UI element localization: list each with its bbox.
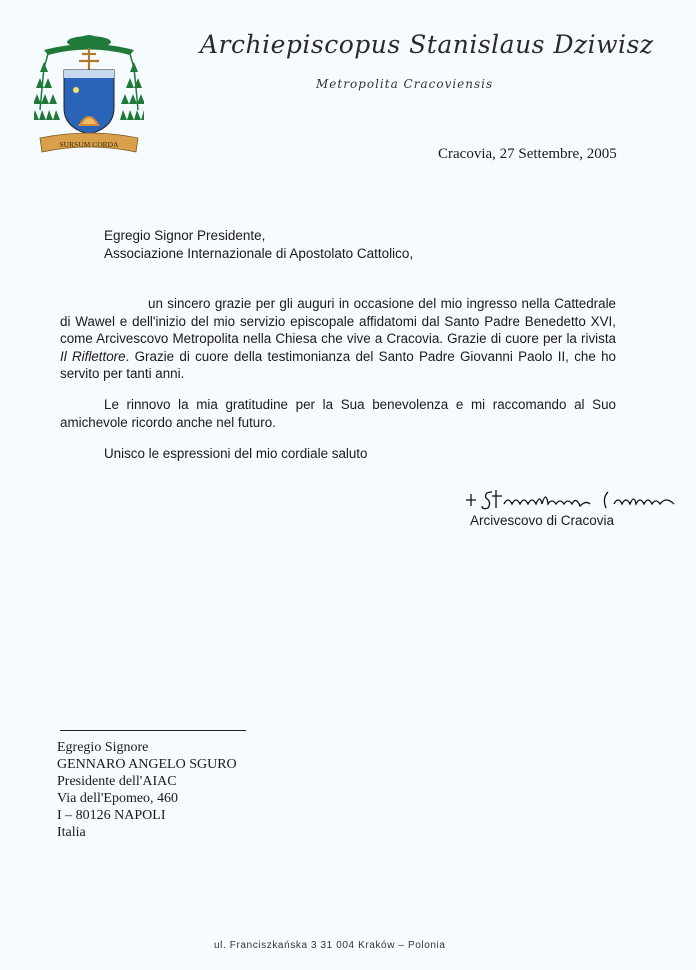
body-paragraph-2: Le rinnovo la mia gratitudine per la Sua benevolenza e mi raccomando al Suo amichevole ricordo anche nel futuro. <box>60 397 616 430</box>
address-line: Italia <box>57 825 86 840</box>
motto-text: SURSUM CORDA <box>59 140 119 149</box>
coat-of-arms <box>34 28 144 160</box>
tassels-left <box>34 62 60 120</box>
body-paragraph-1-end: . Grazie di cuore della testimonianza del Santo Padre Giovanni Paolo II, che ho servito per tanti anni. <box>60 348 616 381</box>
letterhead-title: Archiepiscopus Stanislaus Dziwisz <box>200 30 654 59</box>
address-line: Via dell'Epomeo, 460 <box>57 791 179 806</box>
footer-address: ul. Franciszkańska 3 31 004 Kraków – Polonia <box>214 940 446 951</box>
closing-line: Unisco le espressioni del mio cordiale saluto <box>104 446 368 461</box>
address-line: GENNARO ANGELO SGURO <box>57 757 237 772</box>
address-line: I – 80126 NAPOLI <box>57 808 166 823</box>
body-paragraph-1 <box>60 295 616 383</box>
letterhead-subtitle: Metropolita Cracoviensis <box>316 77 494 91</box>
body-paragraph-1-text: un sincero grazie per gli auguri in occasione del mio ingresso nella Cattedrale di Wawel e dell'inizio del mio servizio episcopale affidatomi dal Santo Padre Benedetto XVI, come Arcivescovo Metropolita nella Chiesa che vive a Cracovia. Grazie di cuore per la rivista <box>60 296 616 346</box>
address-line: Egregio Signore <box>57 740 149 755</box>
address-line: Presidente dell'AIAC <box>57 774 177 789</box>
salutation-line-1: Egregio Signor Presidente, <box>104 228 266 243</box>
address-divider <box>60 730 246 731</box>
handwritten-signature <box>462 484 682 514</box>
tassels-right <box>120 62 144 120</box>
archiepiscopal-cross <box>79 48 99 72</box>
magazine-title: Il Riflettore <box>60 348 126 364</box>
salutation-line-2: Associazione Internazionale di Apostolato Cattolico, <box>104 246 414 261</box>
signature-title: Arcivescovo di Cracovia <box>470 513 615 528</box>
letter-date: Cracovia, 27 Settembre, 2005 <box>438 146 617 162</box>
star-icon <box>73 87 79 93</box>
